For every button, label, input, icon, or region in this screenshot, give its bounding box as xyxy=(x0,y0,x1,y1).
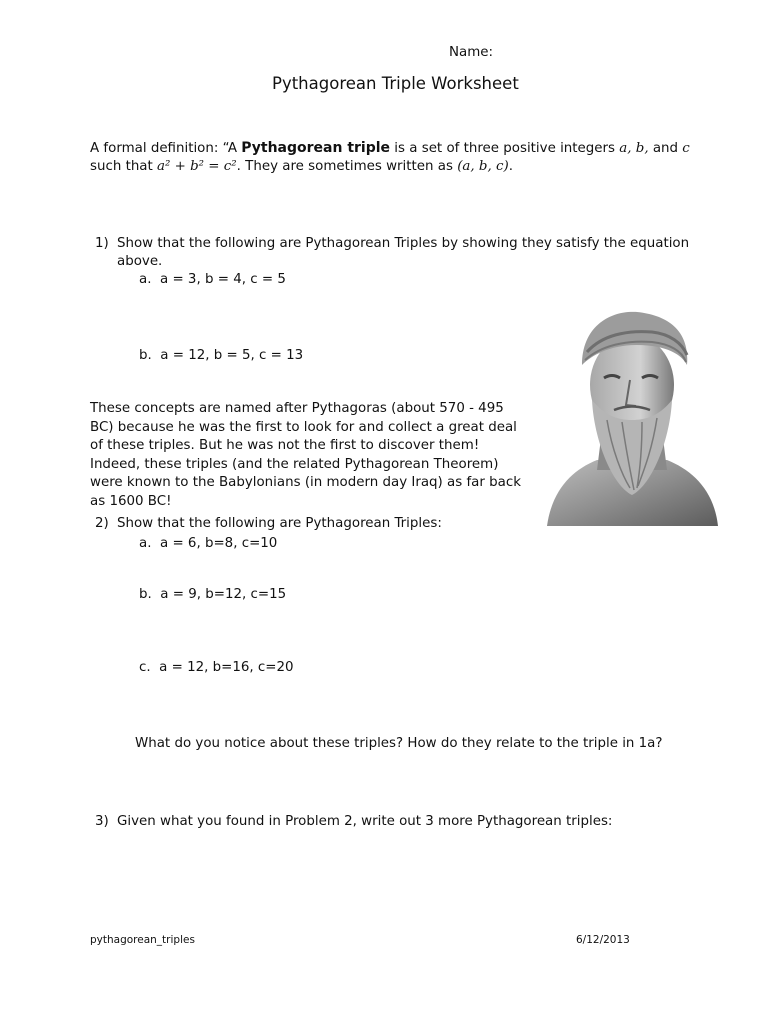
q2-item-letter: c. xyxy=(139,660,151,675)
q2-text: Show that the following are Pythagorean Triples: xyxy=(117,516,442,531)
footer-date: 6/12/2013 xyxy=(576,934,630,946)
definition-term: Pythagorean triple xyxy=(241,140,391,156)
q2-item-text: a = 9, b=12, c=15 xyxy=(160,587,287,602)
definition-prefix: A formal definition: “A xyxy=(90,141,242,156)
q3-number: 3) xyxy=(95,814,109,829)
history-paragraph xyxy=(90,400,530,512)
definition-line2-prefix: such that xyxy=(90,159,158,174)
definition-line2-mid: . They are sometimes written as xyxy=(236,159,458,174)
q1-text-line-2: above. xyxy=(117,254,163,269)
history-line: as 1600 BC! xyxy=(90,493,172,509)
q1-text-line-1: Show that the following are Pythagorean Triples by showing they satisfy the equation xyxy=(117,236,690,251)
q2-item-b xyxy=(139,587,286,602)
history-line: of these triples. But he was not the first to discover them! xyxy=(90,438,480,454)
q2-item-c xyxy=(139,660,294,675)
q1-item-a xyxy=(139,272,286,287)
q2-item-a xyxy=(139,536,277,551)
q1-number: 1) xyxy=(95,236,109,251)
pythagoras-bust-image xyxy=(542,310,720,526)
q1-item-text: a = 3, b = 4, c = 5 xyxy=(159,272,286,287)
history-line: Indeed, these triples (and the related Pythagorean Theorem) xyxy=(90,456,499,472)
history-line: were known to the Babylonians (in modern day Iraq) as far back xyxy=(90,475,521,491)
q1-item-letter: a. xyxy=(139,272,152,287)
q2-item-letter: b. xyxy=(139,587,152,602)
definition-and: and xyxy=(648,141,683,156)
q2-followup: What do you notice about these triples? How do they relate to the triple in 1a? xyxy=(135,736,663,751)
q2-item-letter: a. xyxy=(139,536,152,551)
definition-line-1 xyxy=(90,140,690,156)
q2-item-text: a = 12, b=16, c=20 xyxy=(159,660,294,675)
footer-filename: pythagorean_triples xyxy=(90,934,195,946)
page-title: Pythagorean Triple Worksheet xyxy=(272,74,519,93)
definition-var-c: c xyxy=(682,141,690,156)
definition-tuple: (a, b, c) xyxy=(457,159,509,174)
q1-item-letter: b. xyxy=(139,348,152,363)
definition-mid: is a set of three positive integers xyxy=(390,141,620,156)
definition-line2-end: . xyxy=(508,159,513,174)
q2-item-text: a = 6, b=8, c=10 xyxy=(159,536,278,551)
q3-text: Given what you found in Problem 2, write out 3 more Pythagorean triples: xyxy=(117,814,613,829)
history-line: These concepts are named after Pythagoras (about 570 - 495 xyxy=(90,401,504,416)
history-line: BC) because he was the first to look for and collect a great deal xyxy=(90,419,517,435)
definition-equation: a² + b² = c² xyxy=(157,159,237,174)
name-label: Name: xyxy=(449,45,494,60)
definition-vars: a, b, xyxy=(619,141,649,156)
definition-line-2 xyxy=(90,159,513,174)
q2-number: 2) xyxy=(95,516,109,531)
q1-item-b xyxy=(139,348,303,363)
q1-item-text: a = 12, b = 5, c = 13 xyxy=(160,348,304,363)
